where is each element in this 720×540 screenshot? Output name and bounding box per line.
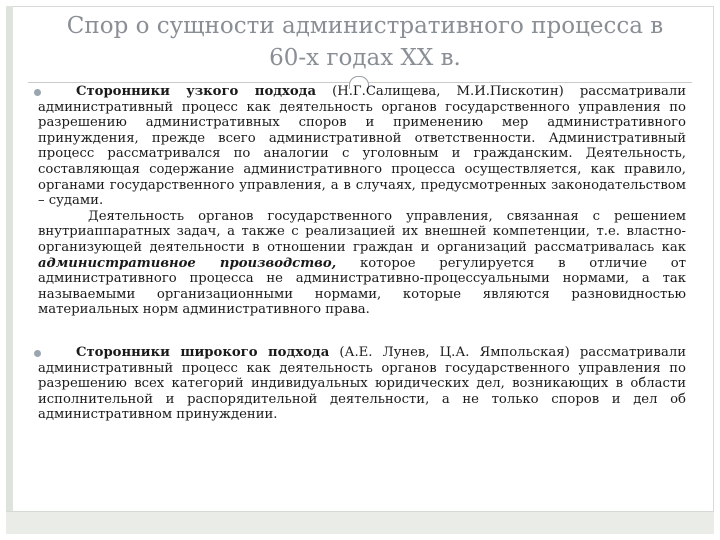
paragraph-admin-proceedings [38,209,686,318]
slide-content [38,84,686,423]
broad-approach-lead: Сторонники широкого подхода [76,344,330,360]
admin-proceedings-text-before: Деятельность органов государственного управления, связанная с решением внутриаппаратных задач, а также с реализацией их внешней компетенции, т.е. властно-организующей деятельности в отношении граждан и организаций рассматривалась как [38,208,686,255]
broad-approach-text: рассматривали административный процесс как деятельность органов государственного управления по разрешению всех категорий индивидуальных юридических дел, возникающих в области исполнительной и распорядительной деятельности, а не только споров и дел об административном принуждении. [38,344,687,423]
paragraph-broad-approach [38,345,686,423]
slide-title-line2: 60-х годах XX в. [269,45,461,71]
broad-approach-authors: (А.Е. Лунев, Ц.А. Ямпольская) [329,344,570,360]
bullet-icon [34,89,41,96]
narrow-approach-authors: (Н.Г.Салищева, М.И.Пискотин) [316,84,564,99]
bullet-icon [34,350,41,357]
paragraph-narrow-approach [38,84,686,209]
slide-title [30,10,700,74]
narrow-approach-lead: Сторонники узкого подхода [76,84,317,99]
narrow-approach-text: рассматривали административный процесс как деятельность органов государственного управления по разрешению административных споров и применению мер административного принуждения, прежде всего административной ответственности. Административный процесс рассматривался по аналогии с уголовным и гражданским. Деятельность, составляющая содержание административного процесса осуществляется, как правило, органами государственного управления, а в случаях, предусмотренных законодательством – судами. [38,84,687,209]
admin-proceedings-text-after: которое регулируется в отличие от административного процесса не административно-процессуальными нормами, а так называемыми организационными нормами, которые являются разновидностью материальных норм административного права. [38,255,686,318]
paragraph-gap [38,318,686,345]
admin-proceedings-term: административное производство, [38,255,337,271]
slide-title-line1: Спор о сущности административного процесса в [66,13,664,39]
left-decor-bar [6,6,13,534]
bottom-decor-bar [6,511,714,534]
